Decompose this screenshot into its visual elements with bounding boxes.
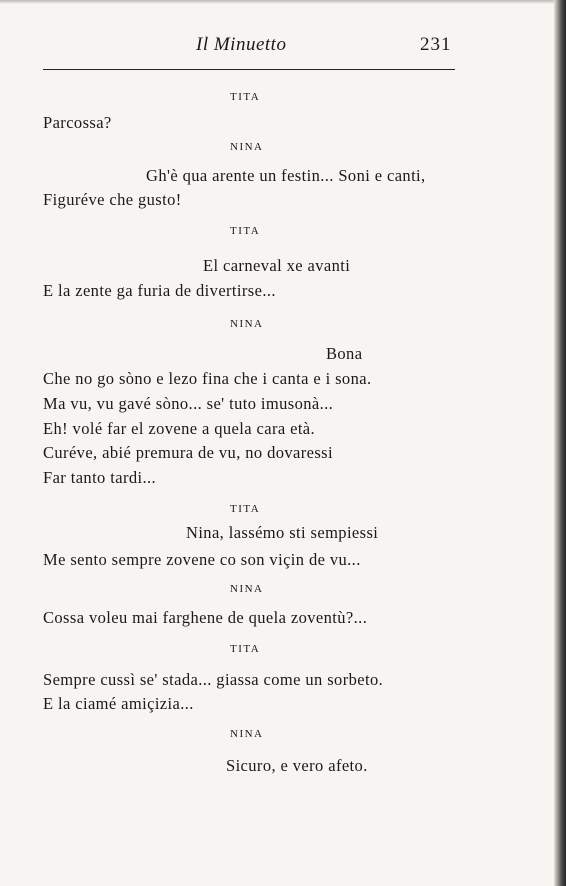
page-number: 231 — [420, 34, 452, 55]
running-head — [0, 34, 566, 58]
speaker-label: NINA — [230, 318, 264, 330]
speaker-label: TITA — [230, 91, 261, 103]
verse-line: El carneval xe avanti — [203, 256, 351, 275]
verse-line: E la ciamé amiçizia... — [43, 694, 194, 713]
verse-line: Bona — [326, 344, 363, 363]
verse-line: Nina, lassémo sti sempiessi — [186, 523, 379, 542]
verse-line: E la zente ga furia de divertirse... — [43, 281, 276, 300]
speaker-label: TITA — [230, 225, 261, 237]
verse-line: Figuréve che gusto! — [43, 190, 182, 209]
verse-line: Sicuro, e vero afeto. — [226, 756, 368, 775]
verse-line: Cossa voleu mai farghene de quela zoventù?... — [43, 608, 368, 627]
verse-line: Parcossa? — [43, 113, 112, 132]
speaker-label: TITA — [230, 503, 261, 515]
verse-line: Far tanto tardi... — [43, 468, 157, 487]
verse-line: Che no go sòno e lezo fina che i canta e i sona. — [43, 369, 372, 388]
verse-line: Gh'è qua arente un festin... Soni e canti, — [146, 166, 426, 185]
speaker-label: TITA — [230, 643, 261, 655]
page-top-edge — [0, 0, 566, 4]
header-rule — [43, 69, 455, 70]
speaker-label: NINA — [230, 141, 264, 153]
verse-line: Me sento sempre zovene co son viçin de vu... — [43, 550, 361, 569]
speaker-label: NINA — [230, 583, 264, 595]
running-title: Il Minuetto — [196, 34, 287, 55]
verse-line: Sempre cussì se' stada... giassa come un sorbeto. — [43, 670, 384, 689]
speaker-label: NINA — [230, 728, 264, 740]
verse-line: Eh! volé far el zovene a quela cara età. — [43, 419, 316, 438]
verse-line: Ma vu, vu gavé sòno... se' tuto imusonà... — [43, 394, 334, 413]
page-binding-edge — [554, 0, 566, 886]
verse-line: Curéve, abié premura de vu, no dovaressi — [43, 443, 333, 462]
